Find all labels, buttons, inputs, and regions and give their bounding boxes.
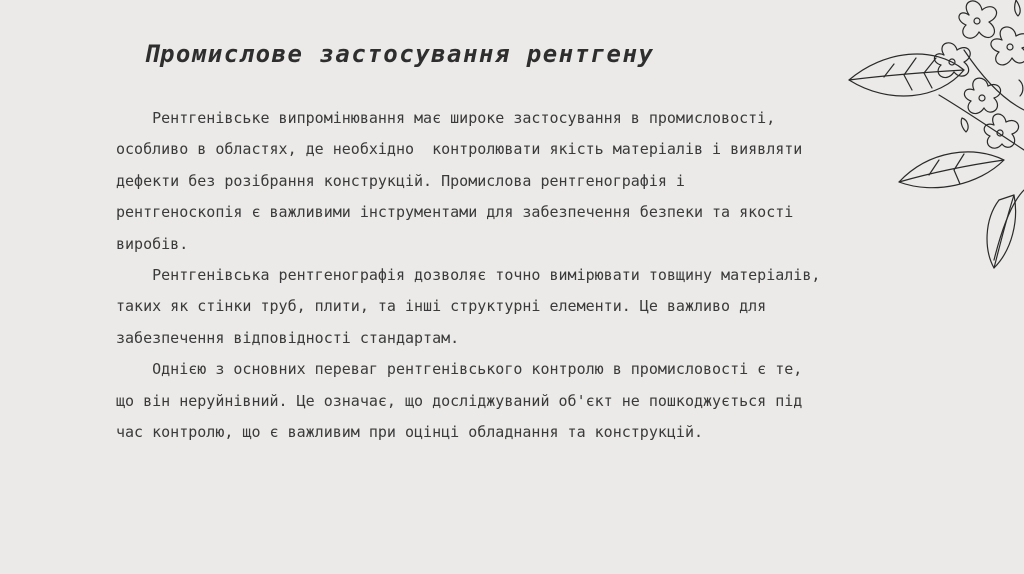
- body-line: Рентгенівська рентгенографія дозволяє точно вимірювати товщину матеріалів,: [116, 265, 821, 284]
- body-line: Однією з основних переваг рентгенівського контролю в промисловості є те,: [116, 360, 803, 379]
- body-line: що він неруйнівний. Це означає, що досліджуваний об'єкт не пошкоджується під: [116, 391, 803, 410]
- body-line: таких як стінки труб, плити, та інші структурні елементи. Це важливо для: [116, 297, 767, 316]
- body-line: рентгеноскопія є важливими інструментами для забезпечення безпеки та якості: [116, 203, 794, 222]
- body-line: дефекти без розібрання конструкцій. Промислова рентгенографія і: [116, 171, 685, 190]
- floral-line-art-icon: [844, 0, 1024, 270]
- body-line: Рентгенівське випромінювання має широке застосування в промисловості,: [116, 109, 776, 127]
- body-line: забезпечення відповідності стандартам.: [116, 328, 460, 347]
- body-line: виробів.: [116, 234, 189, 253]
- body-line: час контролю, що є важливим при оцінці обладнання та конструкцій.: [116, 422, 703, 441]
- body-line: особливо в областях, де необхідно контролювати якість матеріалів і виявляти: [116, 140, 803, 159]
- slide-title: Промислове застосування рентгену: [144, 40, 655, 68]
- slide-body: [116, 103, 916, 448]
